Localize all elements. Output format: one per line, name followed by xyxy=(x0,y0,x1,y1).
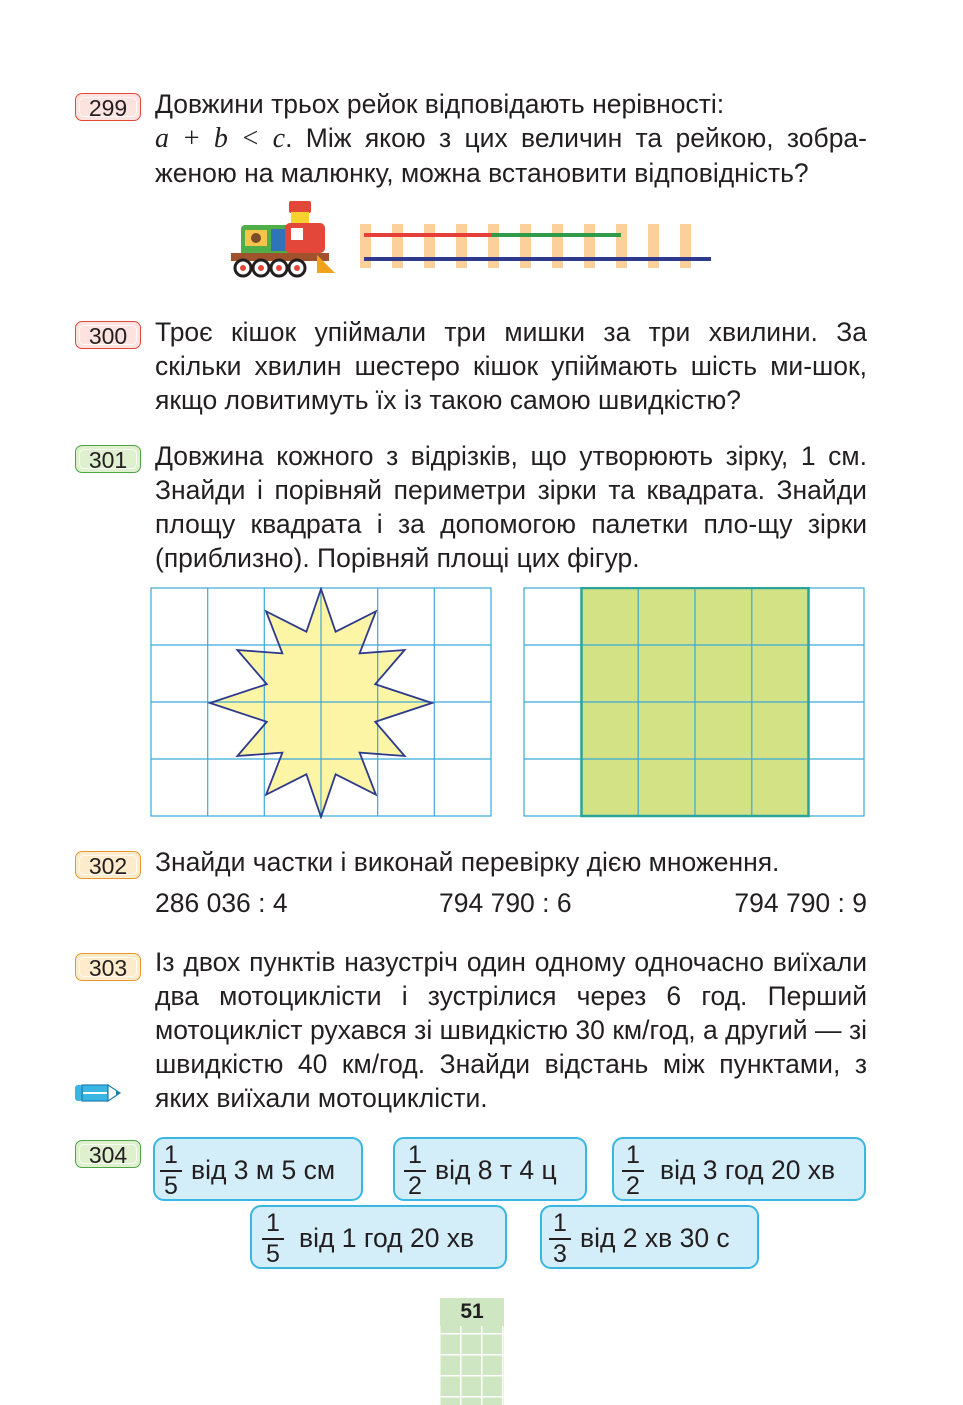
fraction-text: від 2 хв 30 с xyxy=(580,1223,730,1253)
fraction-box-2 xyxy=(393,1137,587,1201)
expression-3: 794 790 : 9 xyxy=(734,888,867,918)
task-299-line2 xyxy=(155,121,867,156)
page-number: 51 xyxy=(440,1298,504,1326)
task-303-text: Із двох пунктів назустріч один одному одночасно виїхали два мотоциклісти і зустрілися через 6 год. Перший мотоцикліст рухався зі швидкістю 30 км/год, а другий — зі швидкістю 40 км/год. Знайди відстань між пунктами, з яких виїхали мотоциклісти. xyxy=(155,947,867,1113)
task-299-line2-rest: . Між якою з цих величин та рейкою, зобра- xyxy=(285,123,867,153)
locomotive-icon xyxy=(227,197,337,279)
task-299-line3: женою на малюнку, можна встановити відповідність? xyxy=(155,158,809,188)
denominator: 5 xyxy=(266,1240,280,1268)
denominator: 5 xyxy=(164,1172,178,1200)
numerator: 1 xyxy=(404,1143,426,1172)
numerator: 1 xyxy=(622,1143,644,1172)
denominator: 3 xyxy=(553,1240,567,1268)
fraction-text: від 3 м 5 см xyxy=(191,1155,336,1185)
fraction-box-4 xyxy=(250,1205,507,1269)
fraction-text: від 3 год 20 хв xyxy=(660,1155,836,1185)
fraction-box-1 xyxy=(153,1137,363,1201)
task-number-303: 303 xyxy=(75,953,141,981)
fraction xyxy=(262,1211,284,1267)
task-301-text: Довжина кожного з відрізків, що утворюють зірку, 1 см. Знайди і порівняй периметри зірки та квадрата. Знайди площу квадрата і за допомогою палетки пло-щу зірки (приблизно). Порівняй площі цих фігур. xyxy=(155,441,867,573)
fraction-text: від 1 год 20 хв xyxy=(299,1223,475,1253)
numerator: 1 xyxy=(549,1211,571,1240)
rails-illustration xyxy=(356,222,716,272)
expression-2: 794 790 : 6 xyxy=(439,888,572,918)
task-number-301: 301 xyxy=(75,445,141,473)
pencil-icon xyxy=(74,1082,122,1104)
task-302-text: Знайди частки і виконай перевірку дією множення. xyxy=(155,847,780,877)
star-on-grid xyxy=(150,587,494,819)
task-number-304: 304 xyxy=(75,1140,141,1168)
division-expressions xyxy=(155,888,867,922)
inequality-formula: a + b < c xyxy=(155,123,286,154)
task-number-299: 299 xyxy=(75,93,141,121)
task-300-text: Троє кішок упіймали три мишки за три хвилини. За скільки хвилин шестеро кішок упіймають шість ми-шок, якщо ловитимуть їх із такою самою швидкістю? xyxy=(155,317,867,415)
task-299-line1: Довжини трьох рейок відповідають нерівності: xyxy=(155,89,725,119)
page-number-tab xyxy=(440,1298,504,1405)
fraction-text: від 8 т 4 ц xyxy=(435,1155,557,1185)
fraction xyxy=(160,1143,182,1199)
numerator: 1 xyxy=(160,1143,182,1172)
denominator: 2 xyxy=(626,1172,640,1200)
numerator: 1 xyxy=(262,1211,284,1240)
expression-1: 286 036 : 4 xyxy=(155,888,288,918)
fraction-box-3 xyxy=(612,1137,866,1201)
task-number-302: 302 xyxy=(75,851,141,879)
fraction xyxy=(404,1143,426,1199)
fraction-box-5 xyxy=(540,1205,759,1269)
fraction xyxy=(622,1143,644,1199)
task-299-text xyxy=(155,87,867,190)
denominator: 2 xyxy=(408,1172,422,1200)
task-number-300: 300 xyxy=(75,321,141,349)
fraction xyxy=(549,1211,571,1267)
square-on-grid xyxy=(523,587,867,819)
